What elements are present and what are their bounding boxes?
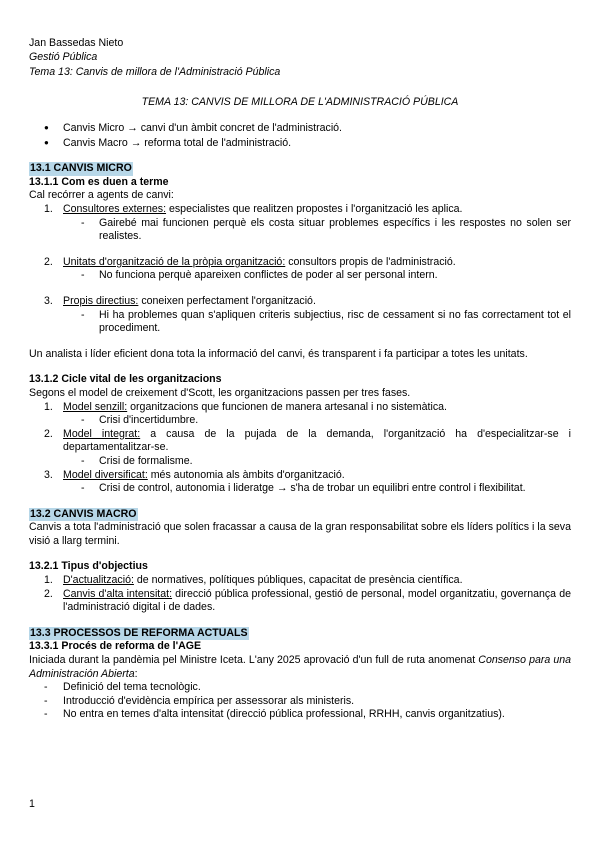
- paragraph: Un analista i líder eficient dona tota la informació del canvi, és transparent i fa participar a totes les unitats.: [29, 347, 528, 360]
- author-name: Jan Bassedas Nieto: [29, 37, 124, 49]
- intro-list: [29, 121, 571, 150]
- page-number: 1: [29, 798, 35, 810]
- note-item: - Crisi de control, autonomia i lideratge → s'ha de trobar un equilibri entre control i flexibilitat.: [29, 482, 571, 496]
- subsection-heading: 13.1.2 Cicle vital de les organitzacions: [29, 373, 222, 386]
- list-number: 2.: [44, 255, 53, 268]
- section-13-1: [29, 162, 571, 495]
- note-list: [29, 482, 571, 496]
- list-term: Canvis d'alta intensitat:: [63, 587, 173, 600]
- subject-name: Gestió Pública: [29, 51, 98, 64]
- note-item: - No funciona perquè apareixen conflictes de poder al ser personal intern.: [29, 269, 571, 283]
- paragraph-emphasis: Consenso para una Administración Abierta: [29, 654, 572, 680]
- list-item: - Definició del tema tecnològic.: [29, 681, 571, 695]
- intro-item-macro: ● Canvis Macro → reforma total de l'administració.: [29, 136, 571, 151]
- list-text: consultors propis de l'administració.: [285, 255, 456, 268]
- numbered-list: [29, 203, 571, 336]
- note-item: - Crisi de formalisme.: [29, 455, 571, 469]
- dash-list: [29, 681, 571, 722]
- list-term: Propis directius:: [63, 294, 139, 307]
- list-item: [29, 574, 571, 588]
- paragraph-text: Iniciada durant la pandèmia pel Ministre Iceta. L'any 2025 aprovació d'un full de ruta anomenat: [29, 654, 479, 667]
- list-number: 1.: [44, 203, 53, 215]
- document-page: [29, 36, 571, 722]
- list-item: [29, 588, 571, 615]
- list-number: 3.: [44, 468, 53, 481]
- list-text: especialistes que realitzen propostes i l'organització les aplica.: [166, 203, 463, 215]
- document-header: [29, 36, 571, 79]
- note-item: - Hi ha problemes quan s'apliquen criteris subjectius, risc de cessament si no fas correctament tot el procediment.: [29, 309, 571, 336]
- list-number: 1.: [44, 400, 53, 413]
- note-item: - Gairebé mai funcionen perquè els costa situar problemes específics i les respostes no solen ser realistes.: [29, 217, 571, 244]
- subsection-heading: 13.3.1 Procés de reforma de l'AGE: [29, 640, 202, 653]
- list-item: [29, 256, 571, 283]
- paragraph: Segons el model de creixement d'Scott, les organitzacions passen per tres fases.: [29, 386, 411, 399]
- section-heading: 13.3 PROCESSOS DE REFORMA ACTUALS: [30, 626, 248, 639]
- list-item: [29, 428, 571, 469]
- list-item: [29, 295, 571, 336]
- numbered-list: [29, 401, 571, 496]
- list-text: a causa de la pujada de la demanda, l'organització ha d'especialitzar-se i departamentalitzar-se.: [63, 427, 572, 454]
- list-number: 2.: [44, 587, 53, 600]
- list-item: [29, 401, 571, 428]
- paragraph: Cal recórrer a agents de canvi:: [29, 189, 174, 202]
- list-number: 1.: [44, 574, 53, 587]
- document-title: TEMA 13: CANVIS DE MILLORA DE L'ADMINISTRACIÓ PÚBLICA: [141, 96, 459, 109]
- list-term: Unitats d'organització de la pròpia organització:: [63, 255, 286, 268]
- list-text: direcció pública professional, gestió de personal, model organitzatiu, governança de l'administració digital i de dades.: [63, 587, 572, 614]
- paragraph: Canvis a tota l'administració que solen fracassar a causa de la gran responsabilitat sobre els líders polítics i la seva visió a llarg termini.: [29, 521, 571, 547]
- list-text: organitzacions que funcionen de manera artesanal i no sistemàtica.: [127, 400, 447, 413]
- list-item: - No entra en temes d'alta intensitat (direcció pública professional, RRHH, canvis organitzatius).: [29, 708, 571, 722]
- note-list: [29, 217, 571, 244]
- list-item: [29, 469, 571, 496]
- note-list: [29, 455, 571, 469]
- paragraph: [29, 654, 571, 681]
- list-text: més autonomia als àmbits d'organització.: [147, 468, 345, 481]
- section-13-3: [29, 627, 571, 722]
- list-term: D'actualització:: [63, 574, 134, 587]
- section-heading: 13.2 CANVIS MACRO: [30, 507, 137, 520]
- subsection-heading: 13.2.1 Tipus d'objectius: [29, 560, 148, 573]
- note-list: [29, 309, 571, 336]
- paragraph-text-end: :: [134, 667, 138, 680]
- numbered-list: [29, 574, 571, 615]
- list-term: Model integrat:: [63, 427, 141, 440]
- intro-item-micro: ● Canvis Micro → canvi d'un àmbit concret de l'administració.: [29, 121, 571, 136]
- section-heading: 13.1 CANVIS MICRO: [30, 162, 132, 175]
- list-item: - Introducció d'evidència empírica per assessorar als ministeris.: [29, 695, 571, 709]
- note-item: - Crisi d'incertidumbre.: [29, 414, 571, 428]
- list-term: Model diversificat:: [63, 468, 148, 481]
- topic-name: Tema 13: Canvis de millora de l'Administració Pública: [29, 65, 281, 78]
- list-text: coneixen perfectament l'organització.: [138, 294, 316, 307]
- note-list: [29, 414, 571, 428]
- list-term: Model senzill:: [63, 400, 128, 413]
- list-item: [29, 203, 571, 244]
- note-list: [29, 269, 571, 283]
- subsection-heading: 13.1.1 Com es duen a terme: [29, 175, 169, 188]
- section-13-2: [29, 508, 571, 615]
- list-number: 2.: [44, 427, 53, 440]
- list-term: Consultores externes:: [63, 203, 167, 215]
- list-number: 3.: [44, 294, 53, 307]
- list-text: de normatives, polítiques públiques, capacitat de presència científica.: [133, 574, 463, 587]
